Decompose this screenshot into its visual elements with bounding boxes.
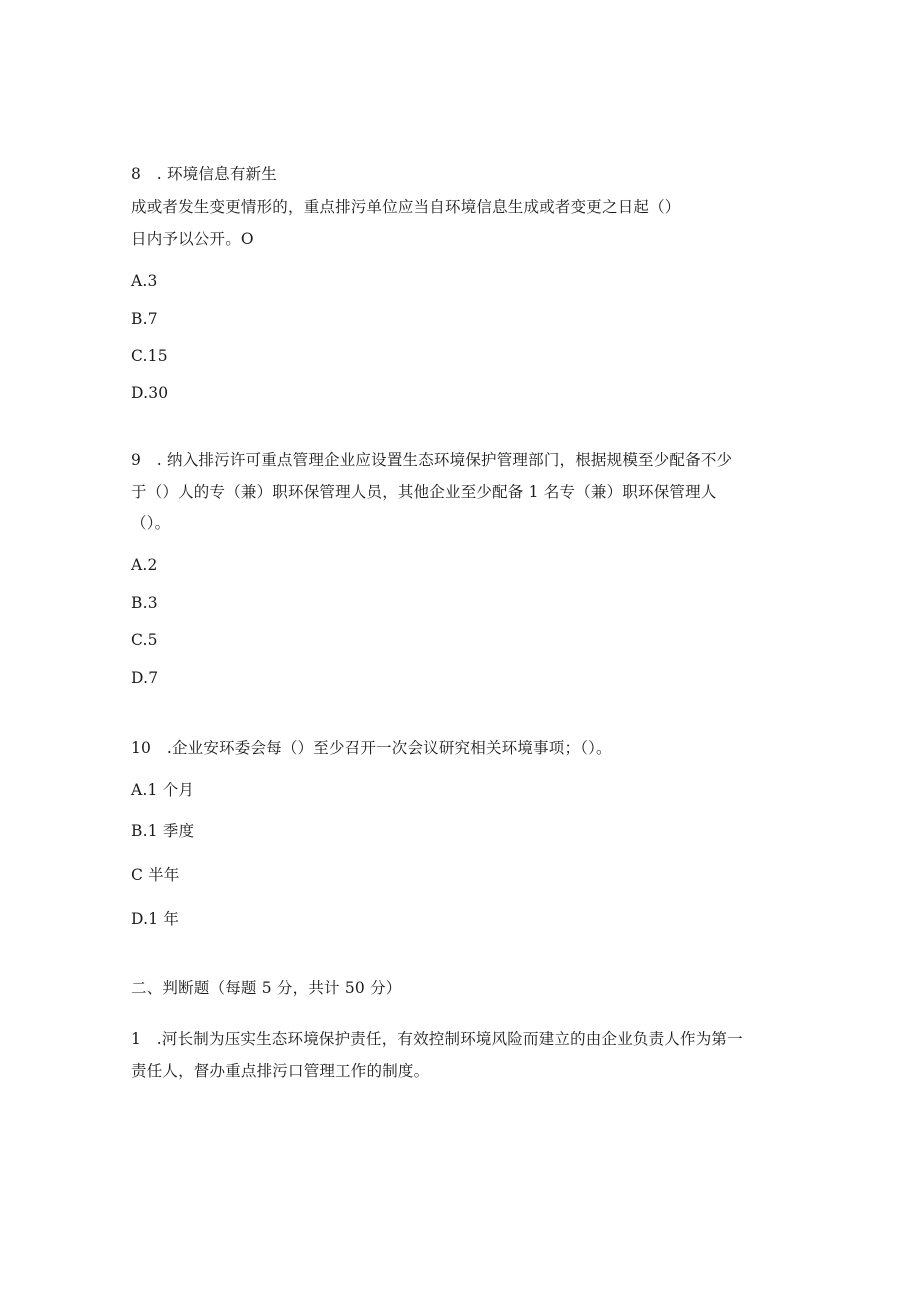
q9-option-c: C.5 [131,631,158,649]
q8-stem-line-2: 成或者发生变更情形的，重点排污单位应当自环境信息生成或者变更之日起（） [131,198,681,216]
q8-option-d: D.30 [131,384,169,402]
section-heading-true-false: 二、判断题（每题 5 分，共计 50 分） [131,979,402,997]
q9-stem-line-3: （）。 [131,514,171,532]
q8-stem-line-3: 日内予以公开。O [131,230,254,248]
q9-option-a: A.2 [131,556,158,574]
q8-option-b: B.7 [131,310,158,328]
q8-stem-line-1: 8 . 环境信息有新生 [131,165,277,183]
q9-stem-line-1: 9 . 纳入排污许可重点管理企业应设置生态环境保护管理部门，根据规模至少配备不少 [131,451,733,469]
tf-q1-stem-line-2: 责任人，督办重点排污口管理工作的制度。 [131,1062,430,1080]
q8-option-a: A.3 [131,272,158,290]
q8-option-c: C.15 [131,347,168,365]
q10-option-b: B.1 季度 [131,822,195,840]
tf-q1-stem-line-1: 1 .河长制为压实生态环境保护责任，有效控制环境风险而建立的由企业负责人作为第一 [131,1030,743,1048]
q10-option-a: A.1 个月 [131,781,195,799]
q9-option-d: D.7 [131,669,159,687]
q10-stem-line-1: 10 .企业安环委会每（）至少召开一次会议研究相关环境事项；（）。 [131,739,612,757]
q9-option-b: B.3 [131,594,158,612]
q10-option-d: D.1 年 [131,910,180,928]
q9-stem-line-2: 于（）人的专（兼）职环保管理人员，其他企业至少配备 1 名专（兼）职环保管理人 [131,483,717,501]
q10-option-c: C 半年 [131,866,180,884]
